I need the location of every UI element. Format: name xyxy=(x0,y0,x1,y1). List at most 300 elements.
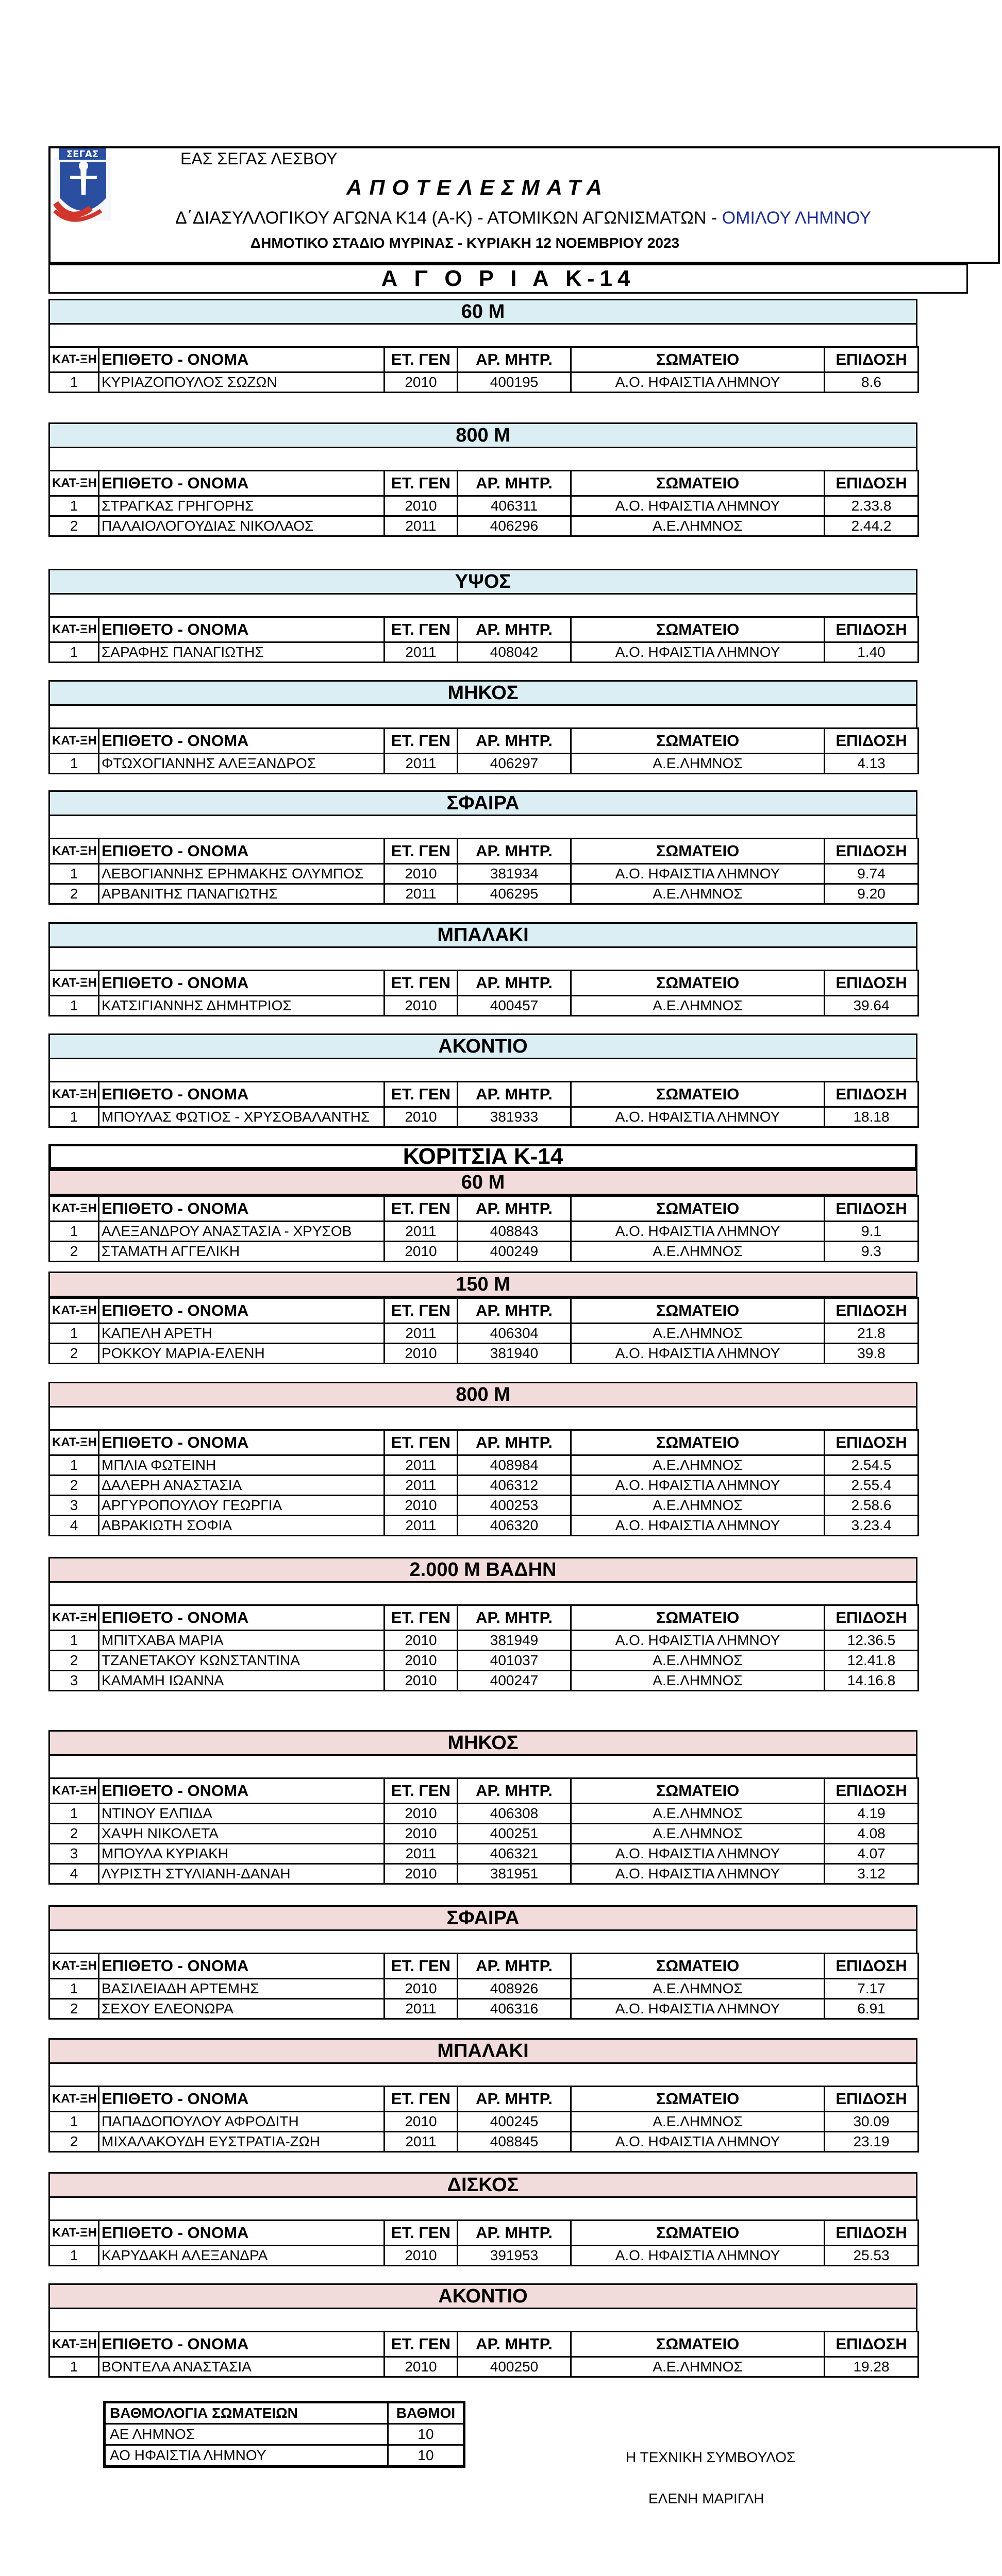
athlete-name-cell: ΣΤΡΑΓΚΑΣ ΓΡΗΓΟΡΗΣ xyxy=(99,496,385,516)
registration-cell: 406312 xyxy=(458,1476,571,1496)
column-header-name: ΕΠΙΘΕΤΟ - ΟΝΟΜΑ xyxy=(99,471,385,496)
registration-cell: 406321 xyxy=(458,1844,571,1864)
birth-year-cell: 2010 xyxy=(385,1979,458,1999)
mark-cell: 39.8 xyxy=(825,1344,918,1364)
rank-cell: 1 xyxy=(49,1979,99,1999)
boys-event-section xyxy=(48,790,917,905)
girls-event-section xyxy=(48,2038,917,2153)
column-header-mark: ΕΠΙΔΟΣΗ xyxy=(825,347,918,372)
event-spacer xyxy=(48,816,917,838)
competition-line xyxy=(175,208,871,228)
column-header-club: ΣΩΜΑΤΕΙΟ xyxy=(571,1778,825,1804)
athlete-name-cell: ΧΑΨΗ ΝΙΚΟΛΕΤΑ xyxy=(99,1824,385,1844)
athlete-name-cell: ΣΕΧΟΥ ΕΛΕΟΝΩΡΑ xyxy=(99,1999,385,2019)
girls-event-section xyxy=(48,1557,917,1691)
column-header-reg: ΑΡ. ΜΗΤΡ. xyxy=(458,347,571,372)
club-cell: Α.Ε.ΛΗΜΝΟΣ xyxy=(571,996,825,1016)
table-row xyxy=(49,864,918,884)
girls-event-section xyxy=(48,1272,917,1364)
column-header-rank: ΚΑΤ-ΞΗ xyxy=(49,1778,99,1804)
birth-year-cell: 2010 xyxy=(385,372,458,393)
column-header-name: ΕΠΙΘΕΤΟ - ΟΝΟΜΑ xyxy=(99,1430,385,1455)
table-row xyxy=(49,1631,918,1651)
mark-cell: 2.33.8 xyxy=(825,496,918,516)
column-header-reg: ΑΡ. ΜΗΤΡ. xyxy=(458,971,571,996)
registration-cell: 381949 xyxy=(458,1631,571,1651)
birth-year-cell: 2010 xyxy=(385,1631,458,1651)
club-cell: Α.Ο. ΗΦΑΙΣΤΙΑ ΛΗΜΝΟΥ xyxy=(571,1476,825,1496)
table-row xyxy=(49,1651,918,1671)
rank-cell: 1 xyxy=(49,372,99,393)
event-spacer xyxy=(48,1408,917,1429)
table-row xyxy=(49,2357,918,2377)
mark-cell: 3.23.4 xyxy=(825,1516,918,1536)
athlete-name-cell: ΒΟΝΤΕΛΑ ΑΝΑΣΤΑΣΙΑ xyxy=(99,2357,385,2377)
column-header-name: ΕΠΙΘΕΤΟ - ΟΝΟΜΑ xyxy=(99,2087,385,2112)
athlete-name-cell: ΣΤΑΜΑΤΗ ΑΓΓΕΛΙΚΗ xyxy=(99,1242,385,1262)
results-table xyxy=(48,346,919,393)
table-row xyxy=(49,1242,918,1262)
event-title: 800 Μ xyxy=(48,422,917,448)
column-header-rank: ΚΑΤ-ΞΗ xyxy=(49,839,99,864)
column-header-year: ΕΤ. ΓΕΝ xyxy=(385,839,458,864)
table-row xyxy=(49,1324,918,1344)
standings-header-row xyxy=(105,2402,464,2424)
girls-event-section xyxy=(48,1382,917,1536)
birth-year-cell: 2011 xyxy=(385,516,458,536)
column-header-mark: ΕΠΙΔΟΣΗ xyxy=(825,2221,918,2246)
boys-event-section xyxy=(48,299,917,393)
column-header-club: ΣΩΜΑΤΕΙΟ xyxy=(571,1082,825,1107)
rank-cell: 2 xyxy=(49,1824,99,1844)
table-row xyxy=(49,372,918,393)
club-cell: Α.Ο. ΗΦΑΙΣΤΙΑ ΛΗΜΝΟΥ xyxy=(571,1344,825,1364)
rank-cell: 1 xyxy=(49,1222,99,1242)
birth-year-cell: 2011 xyxy=(385,642,458,663)
column-header-year: ΕΤ. ΓΕΝ xyxy=(385,1196,458,1222)
competition-name: Δ΄ΔΙΑΣΥΛΛΟΓΙΚΟΥ ΑΓΩΝΑ Κ14 (Α-Κ) - ΑΤΟΜΙΚΩΝ ΑΓΩΝΙΣΜΑΤΩΝ - xyxy=(175,208,717,228)
table-header-row xyxy=(49,471,918,496)
event-spacer xyxy=(48,448,917,470)
table-header-row xyxy=(49,617,918,642)
athlete-name-cell: ΚΑΜΑΜΗ ΙΩΑΝΝΑ xyxy=(99,1671,385,1691)
event-title: 150 Μ xyxy=(48,1272,917,1297)
rank-cell: 2 xyxy=(49,1242,99,1262)
athlete-name-cell: ΜΠΟΥΛΑΣ ΦΩΤΙΟΣ - ΧΡΥΣΟΒΑΛΑΝΤΗΣ xyxy=(99,1107,385,1127)
table-header-row xyxy=(49,2332,918,2357)
rank-cell: 2 xyxy=(49,1344,99,1364)
signature-role: Η ΤΕΧΝΙΚΗ ΣΥΜΒΟΥΛΟΣ xyxy=(626,2449,796,2465)
column-header-reg: ΑΡ. ΜΗΤΡ. xyxy=(458,2221,571,2246)
mark-cell: 2.44.2 xyxy=(825,516,918,536)
registration-cell: 400245 xyxy=(458,2112,571,2132)
column-header-reg: ΑΡ. ΜΗΤΡ. xyxy=(458,1430,571,1455)
rank-cell: 4 xyxy=(49,1516,99,1536)
column-header-reg: ΑΡ. ΜΗΤΡ. xyxy=(458,471,571,496)
column-header-mark: ΕΠΙΔΟΣΗ xyxy=(825,1082,918,1107)
registration-cell: 408926 xyxy=(458,1979,571,1999)
birth-year-cell: 2011 xyxy=(385,884,458,904)
table-header-row xyxy=(49,839,918,864)
birth-year-cell: 2011 xyxy=(385,754,458,774)
athlete-name-cell: ΚΑΤΣΙΓΙΑΝΝΗΣ ΔΗΜΗΤΡΙΟΣ xyxy=(99,996,385,1016)
club-cell: Α.Ε.ΛΗΜΝΟΣ xyxy=(571,2357,825,2377)
column-header-club: ΣΩΜΑΤΕΙΟ xyxy=(571,617,825,642)
athlete-name-cell: ΝΤΙΝΟΥ ΕΛΠΙΔΑ xyxy=(99,1804,385,1824)
results-table xyxy=(48,2331,919,2378)
event-spacer xyxy=(48,325,917,346)
birth-year-cell: 2011 xyxy=(385,1516,458,1536)
column-header-year: ΕΤ. ΓΕΝ xyxy=(385,1082,458,1107)
mark-cell: 4.13 xyxy=(825,754,918,774)
column-header-name: ΕΠΙΘΕΤΟ - ΟΝΟΜΑ xyxy=(99,1605,385,1631)
registration-cell: 400195 xyxy=(458,372,571,393)
column-header-club: ΣΩΜΑΤΕΙΟ xyxy=(571,1298,825,1324)
signature-name: ΕΛΕΝΗ ΜΑΡΙΓΛΗ xyxy=(648,2490,764,2506)
standings-points-header: ΒΑΘΜΟΙ xyxy=(388,2402,464,2424)
column-header-year: ΕΤ. ΓΕΝ xyxy=(385,728,458,754)
table-header-row xyxy=(49,1778,918,1804)
mark-cell: 12.41.8 xyxy=(825,1651,918,1671)
birth-year-cell: 2010 xyxy=(385,1344,458,1364)
table-header-row xyxy=(49,2087,918,2112)
results-table xyxy=(48,1777,919,1885)
birth-year-cell: 2010 xyxy=(385,1651,458,1671)
table-header-row xyxy=(49,1298,918,1324)
results-table xyxy=(48,470,919,537)
column-header-name: ΕΠΙΘΕΤΟ - ΟΝΟΜΑ xyxy=(99,617,385,642)
birth-year-cell: 2010 xyxy=(385,2246,458,2266)
club-cell: Α.Ε.ΛΗΜΝΟΣ xyxy=(571,1496,825,1516)
column-header-reg: ΑΡ. ΜΗΤΡ. xyxy=(458,1196,571,1222)
registration-cell: 400249 xyxy=(458,1242,571,1262)
club-cell: Α.Ε.ΛΗΜΝΟΣ xyxy=(571,754,825,774)
event-title: ΜΠΑΛΑΚΙ xyxy=(48,922,917,948)
column-header-mark: ΕΠΙΔΟΣΗ xyxy=(825,1196,918,1222)
column-header-year: ΕΤ. ΓΕΝ xyxy=(385,1605,458,1631)
page-title: ΑΠΟΤΕΛΕΣΜΑΤΑ xyxy=(346,175,609,199)
column-header-name: ΕΠΙΘΕΤΟ - ΟΝΟΜΑ xyxy=(99,1954,385,1979)
column-header-mark: ΕΠΙΔΟΣΗ xyxy=(825,1778,918,1804)
event-spacer xyxy=(48,706,917,727)
table-row xyxy=(49,516,918,536)
table-row xyxy=(49,1476,918,1496)
athlete-name-cell: ΑΒΡΑΚΙΩΤΗ ΣΟΦΙΑ xyxy=(99,1516,385,1536)
group-name: ΟΜΙΛΟΥ ΛΗΜΝΟΥ xyxy=(722,208,871,228)
column-header-reg: ΑΡ. ΜΗΤΡ. xyxy=(458,2332,571,2357)
table-header-row xyxy=(49,1196,918,1222)
event-title: 60 Μ xyxy=(48,1170,917,1195)
table-header-row xyxy=(49,2221,918,2246)
registration-cell: 406311 xyxy=(458,496,571,516)
column-header-rank: ΚΑΤ-ΞΗ xyxy=(49,1954,99,1979)
rank-cell: 1 xyxy=(49,2246,99,2266)
boys-event-section xyxy=(48,922,917,1016)
club-cell: Α.Ο. ΗΦΑΙΣΤΙΑ ΛΗΜΝΟΥ xyxy=(571,2246,825,2266)
rank-cell: 1 xyxy=(49,1631,99,1651)
column-header-rank: ΚΑΤ-ΞΗ xyxy=(49,2332,99,2357)
club-cell: Α.Ο. ΗΦΑΙΣΤΙΑ ΛΗΜΝΟΥ xyxy=(571,1864,825,1884)
event-spacer xyxy=(48,2064,917,2086)
athlete-name-cell: ΒΑΣΙΛΕΙΑΔΗ ΑΡΤΕΜΗΣ xyxy=(99,1979,385,1999)
column-header-club: ΣΩΜΑΤΕΙΟ xyxy=(571,1196,825,1222)
registration-cell: 381951 xyxy=(458,1864,571,1884)
results-table xyxy=(48,2219,919,2266)
column-header-club: ΣΩΜΑΤΕΙΟ xyxy=(571,839,825,864)
birth-year-cell: 2011 xyxy=(385,1999,458,2019)
mark-cell: 39.64 xyxy=(825,996,918,1016)
mark-cell: 14.16.8 xyxy=(825,1671,918,1691)
mark-cell: 12.36.5 xyxy=(825,1631,918,1651)
birth-year-cell: 2010 xyxy=(385,496,458,516)
column-header-name: ΕΠΙΘΕΤΟ - ΟΝΟΜΑ xyxy=(99,2221,385,2246)
girls-event-section xyxy=(48,1170,917,1262)
birth-year-cell: 2010 xyxy=(385,1824,458,1844)
club-cell: Α.Ε.ΛΗΜΝΟΣ xyxy=(571,1455,825,1476)
athlete-name-cell: ΜΠΛΙΑ ΦΩΤΕΙΝΗ xyxy=(99,1455,385,1476)
column-header-reg: ΑΡ. ΜΗΤΡ. xyxy=(458,617,571,642)
event-title: ΑΚΟΝΤΙΟ xyxy=(48,1033,917,1059)
registration-cell: 408845 xyxy=(458,2132,571,2152)
column-header-year: ΕΤ. ΓΕΝ xyxy=(385,617,458,642)
event-title: ΥΨΟΣ xyxy=(48,569,917,595)
registration-cell: 381940 xyxy=(458,1344,571,1364)
girls-section-title: ΚΟΡΙΤΣΙΑ Κ-14 xyxy=(48,1144,917,1170)
results-table xyxy=(48,727,919,774)
segas-logo xyxy=(49,146,116,229)
mark-cell: 9.3 xyxy=(825,1242,918,1262)
mark-cell: 4.07 xyxy=(825,1844,918,1864)
results-table xyxy=(48,1297,919,1364)
rank-cell: 4 xyxy=(49,1864,99,1884)
birth-year-cell: 2010 xyxy=(385,1864,458,1884)
table-row xyxy=(49,884,918,904)
club-cell: Α.Ο. ΗΦΑΙΣΤΙΑ ΛΗΜΝΟΥ xyxy=(571,496,825,516)
rank-cell: 1 xyxy=(49,1324,99,1344)
svg-text:ΣΕΓΑΣ: ΣΕΓΑΣ xyxy=(66,149,99,160)
mark-cell: 6.91 xyxy=(825,1999,918,2019)
athlete-name-cell: ΜΙΧΑΛΑΚΟΥΔΗ ΕΥΣΤΡΑΤΙΑ-ΖΩΗ xyxy=(99,2132,385,2152)
mark-cell: 30.09 xyxy=(825,2112,918,2132)
rank-cell: 1 xyxy=(49,996,99,1016)
mark-cell: 23.19 xyxy=(825,2132,918,2152)
column-header-club: ΣΩΜΑΤΕΙΟ xyxy=(571,2087,825,2112)
registration-cell: 401037 xyxy=(458,1651,571,1671)
birth-year-cell: 2010 xyxy=(385,1804,458,1824)
table-row xyxy=(49,1864,918,1884)
table-header-row xyxy=(49,1430,918,1455)
athlete-name-cell: ΠΑΠΑΔΟΠΟΥΛΟΥ ΑΦΡΟΔΙΤΗ xyxy=(99,2112,385,2132)
column-header-club: ΣΩΜΑΤΕΙΟ xyxy=(571,1605,825,1631)
club-cell: Α.Ε.ΛΗΜΝΟΣ xyxy=(571,2112,825,2132)
registration-cell: 406296 xyxy=(458,516,571,536)
table-row xyxy=(49,1979,918,1999)
boys-event-section xyxy=(48,569,917,663)
rank-cell: 3 xyxy=(49,1671,99,1691)
event-title: ΣΦΑΙΡΑ xyxy=(48,790,917,816)
registration-cell: 381933 xyxy=(458,1107,571,1127)
event-title: ΜΠΑΛΑΚΙ xyxy=(48,2038,917,2064)
column-header-rank: ΚΑΤ-ΞΗ xyxy=(49,2087,99,2112)
column-header-reg: ΑΡ. ΜΗΤΡ. xyxy=(458,1605,571,1631)
registration-cell: 406320 xyxy=(458,1516,571,1536)
table-row xyxy=(49,1804,918,1824)
event-title: ΔΙΣΚΟΣ xyxy=(48,2172,917,2198)
table-row xyxy=(49,1999,918,2019)
club-cell: Α.Ε.ΛΗΜΝΟΣ xyxy=(571,1242,825,1262)
registration-cell: 381934 xyxy=(458,864,571,884)
table-header-row xyxy=(49,1954,918,1979)
birth-year-cell: 2010 xyxy=(385,2112,458,2132)
event-spacer xyxy=(48,2309,917,2331)
mark-cell: 8.6 xyxy=(825,372,918,393)
column-header-mark: ΕΠΙΔΟΣΗ xyxy=(825,971,918,996)
column-header-year: ΕΤ. ΓΕΝ xyxy=(385,1298,458,1324)
club-cell: Α.Ε.ΛΗΜΝΟΣ xyxy=(571,1979,825,1999)
event-spacer xyxy=(48,1756,917,1777)
club-cell: Α.Ο. ΗΦΑΙΣΤΙΑ ΛΗΜΝΟΥ xyxy=(571,864,825,884)
column-header-mark: ΕΠΙΔΟΣΗ xyxy=(825,1298,918,1324)
birth-year-cell: 2011 xyxy=(385,1455,458,1476)
column-header-year: ΕΤ. ΓΕΝ xyxy=(385,347,458,372)
column-header-mark: ΕΠΙΔΟΣΗ xyxy=(825,2332,918,2357)
athlete-name-cell: ΡΟΚΚΟΥ ΜΑΡΙΑ-ΕΛΕΝΗ xyxy=(99,1344,385,1364)
mark-cell: 18.18 xyxy=(825,1107,918,1127)
table-row xyxy=(49,1496,918,1516)
athlete-name-cell: ΚΥΡΙΑΖΟΠΟΥΛΟΣ ΣΩΖΩΝ xyxy=(99,372,385,393)
column-header-name: ΕΠΙΘΕΤΟ - ΟΝΟΜΑ xyxy=(99,1778,385,1804)
column-header-year: ΕΤ. ΓΕΝ xyxy=(385,1954,458,1979)
girls-event-section xyxy=(48,1905,917,2020)
girls-event-section xyxy=(48,1730,917,1885)
column-header-club: ΣΩΜΑΤΕΙΟ xyxy=(571,971,825,996)
club-cell: Α.Ε.ΛΗΜΝΟΣ xyxy=(571,1651,825,1671)
event-spacer xyxy=(48,1931,917,1953)
rank-cell: 2 xyxy=(49,1476,99,1496)
table-row xyxy=(49,996,918,1016)
column-header-club: ΣΩΜΑΤΕΙΟ xyxy=(571,1430,825,1455)
registration-cell: 400253 xyxy=(458,1496,571,1516)
results-table xyxy=(48,616,919,663)
event-spacer xyxy=(48,2198,917,2219)
standings-title: ΒΑΘΜΟΛΟΓΙΑ ΣΩΜΑΤΕΙΩΝ xyxy=(105,2402,388,2424)
girls-event-section xyxy=(48,2283,917,2378)
birth-year-cell: 2011 xyxy=(385,1222,458,1242)
standings-row xyxy=(105,2445,464,2467)
column-header-mark: ΕΠΙΔΟΣΗ xyxy=(825,1605,918,1631)
column-header-reg: ΑΡ. ΜΗΤΡ. xyxy=(458,728,571,754)
club-cell: Α.Ο. ΗΦΑΙΣΤΙΑ ΛΗΜΝΟΥ xyxy=(571,1844,825,1864)
athlete-name-cell: ΠΑΛΑΙΟΛΟΓΟΥΔΙΑΣ ΝΙΚΟΛΑΟΣ xyxy=(99,516,385,536)
mark-cell: 9.20 xyxy=(825,884,918,904)
registration-cell: 408843 xyxy=(458,1222,571,1242)
club-cell: Α.Ο. ΗΦΑΙΣΤΙΑ ΛΗΜΝΟΥ xyxy=(571,642,825,663)
column-header-year: ΕΤ. ΓΕΝ xyxy=(385,2221,458,2246)
club-cell: Α.Ε.ΛΗΜΝΟΣ xyxy=(571,516,825,536)
birth-year-cell: 2010 xyxy=(385,2357,458,2377)
boys-event-section xyxy=(48,1033,917,1128)
mark-cell: 9.1 xyxy=(825,1222,918,1242)
registration-cell: 400251 xyxy=(458,1824,571,1844)
column-header-rank: ΚΑΤ-ΞΗ xyxy=(49,471,99,496)
column-header-rank: ΚΑΤ-ΞΗ xyxy=(49,2221,99,2246)
table-row xyxy=(49,2246,918,2266)
column-header-mark: ΕΠΙΔΟΣΗ xyxy=(825,617,918,642)
boys-section-title: Α Γ Ο Ρ Ι Α Κ-14 xyxy=(48,264,968,294)
registration-cell: 406308 xyxy=(458,1804,571,1824)
registration-cell: 406304 xyxy=(458,1324,571,1344)
club-cell: Α.Ε.ΛΗΜΝΟΣ xyxy=(571,1824,825,1844)
column-header-name: ΕΠΙΘΕΤΟ - ΟΝΟΜΑ xyxy=(99,1082,385,1107)
table-header-row xyxy=(49,971,918,996)
column-header-year: ΕΤ. ΓΕΝ xyxy=(385,2087,458,2112)
registration-cell: 391953 xyxy=(458,2246,571,2266)
club-cell: Α.Ο. ΗΦΑΙΣΤΙΑ ΛΗΜΝΟΥ xyxy=(571,1631,825,1651)
standings-club: ΑΟ ΗΦΑΙΣΤΙΑ ΛΗΜΝΟΥ xyxy=(105,2445,388,2467)
rank-cell: 2 xyxy=(49,1651,99,1671)
birth-year-cell: 2011 xyxy=(385,2132,458,2152)
athlete-name-cell: ΑΛΕΞΑΝΔΡΟΥ ΑΝΑΣΤΑΣΙΑ - ΧΡΥΣΟΒ xyxy=(99,1222,385,1242)
athlete-name-cell: ΤΖΑΝΕΤΑΚΟΥ ΚΩΝΣΤΑΝΤΙΝΑ xyxy=(99,1651,385,1671)
registration-cell: 400247 xyxy=(458,1671,571,1691)
mark-cell: 2.58.6 xyxy=(825,1496,918,1516)
table-row xyxy=(49,1455,918,1476)
athlete-name-cell: ΜΠΙΤΧΑΒΑ ΜΑΡΙΑ xyxy=(99,1631,385,1651)
org-name: ΕΑΣ ΣΕΓΑΣ ΛΕΣΒΟΥ xyxy=(180,149,338,168)
birth-year-cell: 2011 xyxy=(385,1476,458,1496)
registration-cell: 406316 xyxy=(458,1999,571,2019)
table-row xyxy=(49,754,918,774)
column-header-year: ΕΤ. ΓΕΝ xyxy=(385,471,458,496)
standings-points: 10 xyxy=(388,2445,464,2467)
club-cell: Α.Ο. ΗΦΑΙΣΤΙΑ ΛΗΜΝΟΥ xyxy=(571,372,825,393)
column-header-reg: ΑΡ. ΜΗΤΡ. xyxy=(458,1778,571,1804)
club-cell: Α.Ο. ΗΦΑΙΣΤΙΑ ΛΗΜΝΟΥ xyxy=(571,2132,825,2152)
registration-cell: 400250 xyxy=(458,2357,571,2377)
club-cell: Α.Ε.ΛΗΜΝΟΣ xyxy=(571,884,825,904)
venue-line: ΔΗΜΟΤΙΚΟ ΣΤΑΔΙΟ ΜΥΡΙΝΑΣ - ΚΥΡΙΑΚΗ 12 ΝΟΕΜΒΡΙΟΥ 2023 xyxy=(250,235,680,251)
table-row xyxy=(49,496,918,516)
athlete-name-cell: ΛΕΒΟΓΙΑΝΝΗΣ ΕΡΗΜΑΚΗΣ ΟΛΥΜΠΟΣ xyxy=(99,864,385,884)
table-row xyxy=(49,1107,918,1127)
athlete-name-cell: ΚΑΡΥΔΑΚΗ ΑΛΕΞΑΝΔΡΑ xyxy=(99,2246,385,2266)
results-table xyxy=(48,1429,919,1536)
rank-cell: 1 xyxy=(49,1107,99,1127)
column-header-reg: ΑΡ. ΜΗΤΡ. xyxy=(458,1082,571,1107)
rank-cell: 1 xyxy=(49,496,99,516)
event-title: 800 Μ xyxy=(48,1382,917,1408)
column-header-name: ΕΠΙΘΕΤΟ - ΟΝΟΜΑ xyxy=(99,971,385,996)
results-table xyxy=(48,1953,919,2020)
table-row xyxy=(49,642,918,663)
event-title: ΣΦΑΙΡΑ xyxy=(48,1905,917,1931)
standings-points: 10 xyxy=(388,2424,464,2445)
rank-cell: 1 xyxy=(49,2112,99,2132)
column-header-rank: ΚΑΤ-ΞΗ xyxy=(49,728,99,754)
mark-cell: 2.55.4 xyxy=(825,1476,918,1496)
mark-cell: 4.19 xyxy=(825,1804,918,1824)
column-header-reg: ΑΡ. ΜΗΤΡ. xyxy=(458,839,571,864)
results-table xyxy=(48,1604,919,1691)
column-header-year: ΕΤ. ΓΕΝ xyxy=(385,1430,458,1455)
athlete-name-cell: ΔΑΛΕΡΗ ΑΝΑΣΤΑΣΙΑ xyxy=(99,1476,385,1496)
column-header-name: ΕΠΙΘΕΤΟ - ΟΝΟΜΑ xyxy=(99,839,385,864)
athlete-name-cell: ΣΑΡΑΦΗΣ ΠΑΝΑΓΙΩΤΗΣ xyxy=(99,642,385,663)
table-header-row xyxy=(49,1605,918,1631)
column-header-mark: ΕΠΙΔΟΣΗ xyxy=(825,1954,918,1979)
column-header-name: ΕΠΙΘΕΤΟ - ΟΝΟΜΑ xyxy=(99,2332,385,2357)
column-header-rank: ΚΑΤ-ΞΗ xyxy=(49,347,99,372)
